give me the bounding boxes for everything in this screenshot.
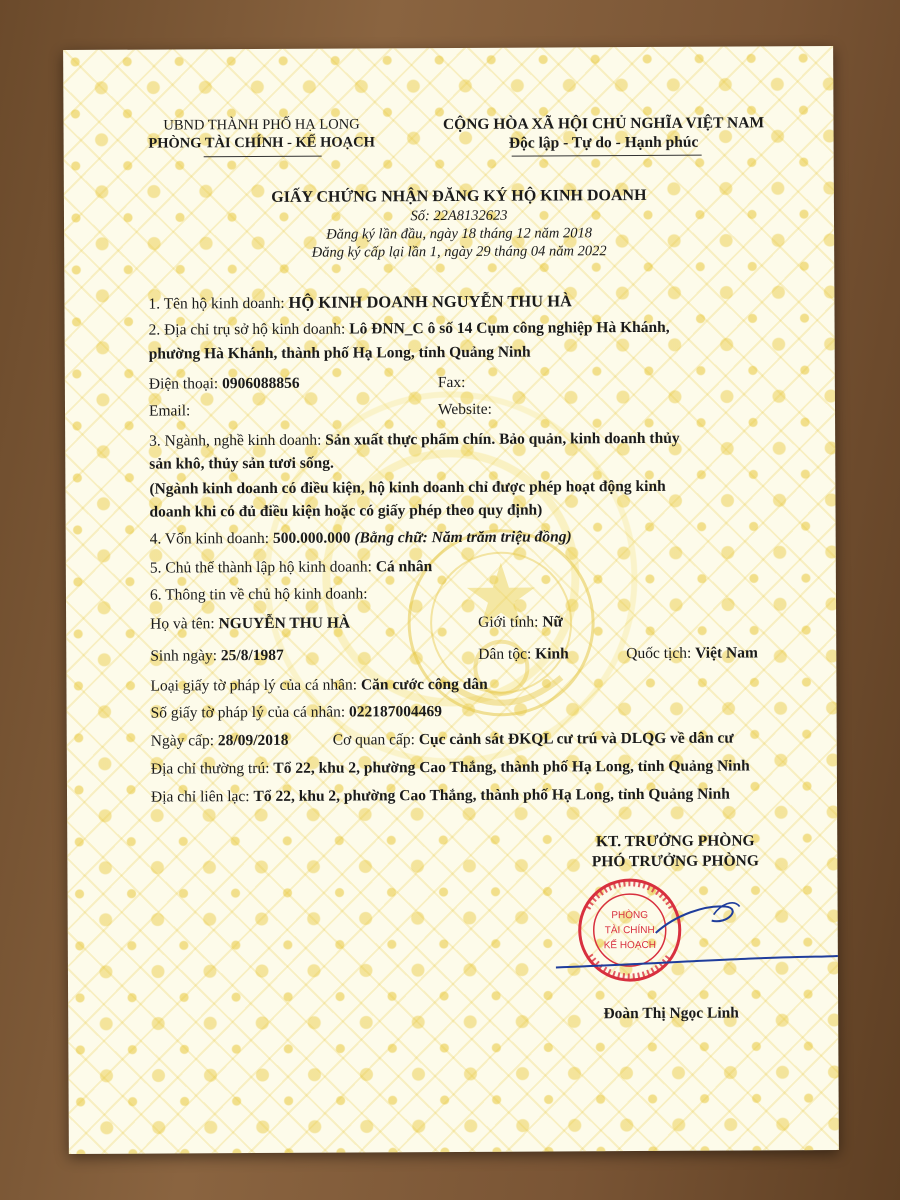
permanent-address-value: Tổ 22, khu 2, phường Cao Thắng, thành phố Hạ Long, tỉnh Quảng Ninh bbox=[273, 757, 750, 777]
founder-type-row bbox=[150, 558, 433, 577]
ethnic-row bbox=[478, 645, 569, 663]
address-value-line2: phường Hà Khánh, thành phố Hạ Long, tỉnh Quảng Ninh bbox=[148, 343, 531, 363]
business-name-label: 1. Tên hộ kinh doanh: bbox=[148, 294, 285, 313]
id-type-label: Loại giấy tờ pháp lý của cá nhân: bbox=[150, 676, 358, 695]
signer-title-2: PHÓ TRƯỞNG PHÒNG bbox=[591, 852, 759, 871]
phone-label: Điện thoại: bbox=[148, 375, 219, 393]
business-name-row bbox=[148, 291, 572, 313]
permanent-address-label: Địa chỉ thường trú: bbox=[150, 759, 270, 778]
owner-info-heading: 6. Thông tin về chủ hộ kinh doanh: bbox=[149, 585, 368, 604]
address-row bbox=[149, 319, 670, 340]
issuing-agency-label: Cơ quan cấp: bbox=[332, 731, 416, 749]
svg-text:KẾ HOẠCH: KẾ HOẠCH bbox=[603, 939, 656, 952]
owner-name-value: NGUYỄN THU HÀ bbox=[218, 614, 351, 633]
address-value-line1: Lô ĐNN_C ô số 14 Cụm công nghiệp Hà Khánh, bbox=[349, 318, 670, 338]
business-line-value-line2: sản khô, thủy sản tươi sống. bbox=[149, 454, 334, 473]
gender-label: Giới tính: bbox=[478, 613, 539, 631]
contact-address-label: Địa chỉ liên lạc: bbox=[150, 788, 250, 806]
gender-row bbox=[478, 613, 563, 631]
svg-text:TÀI CHÍNH: TÀI CHÍNH bbox=[604, 924, 655, 937]
email-label: Email: bbox=[148, 402, 191, 420]
reissue-date: Đăng ký cấp lại lần 1, ngày 29 tháng 04 năm 2022 bbox=[311, 243, 607, 261]
ethnic-label: Dân tộc: bbox=[478, 645, 532, 663]
business-line-value-line1: Sản xuất thực phẩm chín. Bảo quản, kinh doanh thủy bbox=[325, 429, 680, 449]
dob-value: 25/8/1987 bbox=[220, 646, 284, 665]
signer-title-1: KT. TRƯỞNG PHÒNG bbox=[595, 832, 755, 851]
signer-name: Đoàn Thị Ngọc Linh bbox=[603, 1004, 739, 1023]
nationality-label: Quốc tịch: bbox=[626, 644, 692, 663]
header-authority: UBND THÀNH PHỐ HẠ LONG bbox=[163, 116, 360, 134]
website-label: Website: bbox=[437, 400, 492, 419]
dob-row bbox=[150, 647, 284, 666]
certificate-paper bbox=[63, 46, 839, 1154]
nationality-row bbox=[626, 644, 758, 663]
first-registration-date: Đăng ký lần đầu, ngày 18 tháng 12 năm 2018 bbox=[326, 225, 593, 243]
fax-label: Fax: bbox=[437, 373, 466, 392]
capital-value: 500.000.000 bbox=[272, 529, 351, 547]
issuing-agency-value: Cục cảnh sát ĐKQL cư trú và DLQG về dân cư bbox=[418, 729, 734, 749]
contact-address-row bbox=[151, 786, 730, 807]
svg-text:PHÒNG: PHÒNG bbox=[611, 909, 649, 922]
id-type-value: Căn cước công dân bbox=[360, 675, 488, 694]
business-name-value: HỘ KINH DOANH NGUYỄN THU HÀ bbox=[288, 291, 572, 312]
business-line-row bbox=[149, 430, 679, 451]
business-condition-note-line2: doanh khi có đủ điều kiện hoặc có giấy phép theo quy định) bbox=[149, 501, 543, 521]
issuing-agency-row bbox=[333, 730, 734, 750]
id-number-label: Số giấy tờ pháp lý của cá nhân: bbox=[150, 703, 346, 722]
capital-row bbox=[150, 528, 572, 548]
phone-value: 0906088856 bbox=[222, 374, 300, 393]
founder-type-label: 5. Chủ thể thành lập hộ kinh doanh: bbox=[149, 558, 373, 577]
header-right-rule bbox=[512, 155, 702, 157]
business-line-label: 3. Ngành, nghề kinh doanh: bbox=[149, 431, 322, 450]
business-condition-note-line1: (Ngành kinh doanh có điều kiện, hộ kinh doanh chỉ được phép hoạt động kinh bbox=[149, 477, 666, 498]
phone-row bbox=[149, 375, 300, 394]
issue-date-value: 28/09/2018 bbox=[217, 731, 289, 750]
issue-date-row bbox=[151, 732, 289, 751]
dob-label: Sinh ngày: bbox=[150, 647, 218, 665]
owner-name-row bbox=[150, 615, 350, 634]
capital-in-words: (Bằng chữ: Năm trăm triệu đồng) bbox=[354, 528, 572, 547]
founder-type-value: Cá nhân bbox=[375, 558, 433, 576]
handwritten-signature bbox=[545, 884, 846, 986]
permanent-address-row bbox=[151, 757, 750, 778]
id-number-value: 022187004469 bbox=[348, 703, 443, 721]
gender-value: Nữ bbox=[542, 613, 563, 631]
capital-label: 4. Vốn kinh doanh: bbox=[149, 529, 270, 548]
id-type-row bbox=[150, 676, 487, 696]
header-country: CỘNG HÒA XÃ HỘI CHỦ NGHĨA VIỆT NAM bbox=[442, 114, 765, 134]
header-department: PHÒNG TÀI CHÍNH - KẾ HOẠCH bbox=[148, 134, 375, 152]
id-number-row bbox=[151, 703, 443, 723]
nationality-value: Việt Nam bbox=[695, 644, 758, 662]
certificate-number: Số: 22A8132623 bbox=[410, 207, 508, 225]
header-motto: Độc lập - Tự do - Hạnh phúc bbox=[508, 133, 699, 152]
contact-address-value: Tổ 22, khu 2, phường Cao Thắng, thành phố Hạ Long, tỉnh Quảng Ninh bbox=[253, 785, 730, 806]
owner-name-label: Họ và tên: bbox=[150, 615, 215, 633]
address-label: 2. Địa chỉ trụ sở hộ kinh doanh: bbox=[148, 320, 346, 339]
issue-date-label: Ngày cấp: bbox=[150, 732, 215, 750]
document-title: GIẤY CHỨNG NHẬN ĐĂNG KÝ HỘ KINH DOANH bbox=[271, 186, 647, 206]
header-left-rule bbox=[204, 156, 322, 158]
ethnic-value: Kinh bbox=[535, 645, 569, 663]
